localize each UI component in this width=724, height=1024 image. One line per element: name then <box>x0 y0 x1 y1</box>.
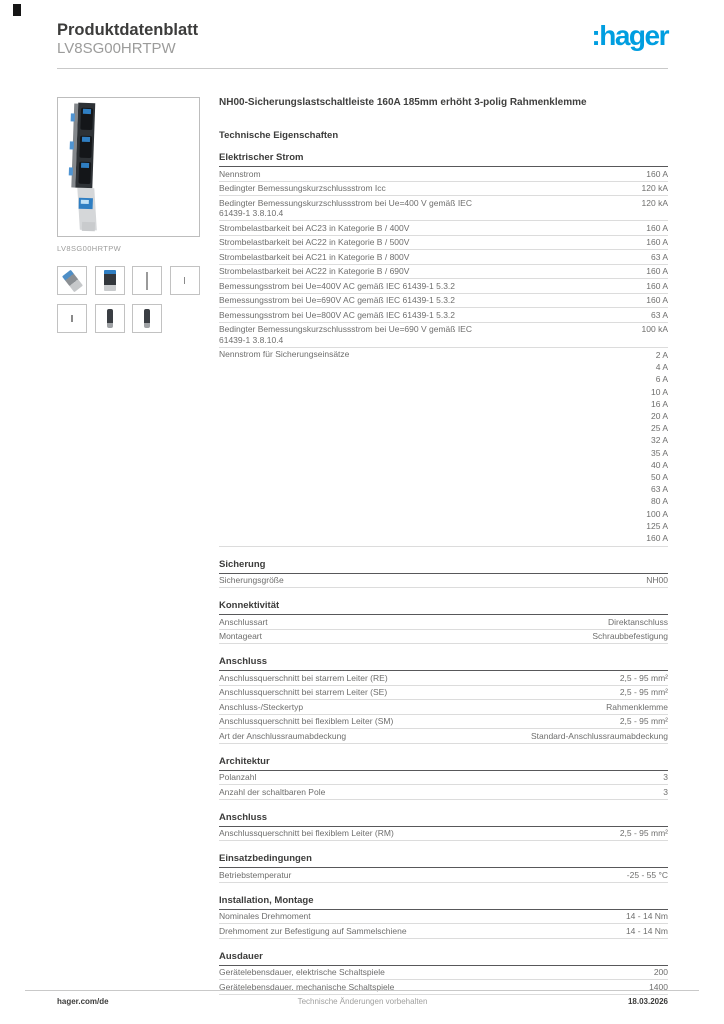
spec-value: 2,5 - 95 mm² <box>619 716 668 727</box>
spec-row <box>219 868 668 883</box>
spec-label: Strombelastbarkeit bei AC22 in Kategorie B / 500V <box>219 237 410 247</box>
hager-logo: :hager <box>591 20 668 51</box>
spec-row <box>219 785 668 800</box>
spec-section <box>219 951 668 995</box>
spec-row <box>219 348 668 547</box>
section-title: Elektrischer Strom <box>219 152 668 167</box>
thumbnail-photo-dark <box>95 304 125 333</box>
section-title: Ausdauer <box>219 951 668 966</box>
spec-row <box>219 294 668 309</box>
photo-dark-icon <box>144 309 150 328</box>
spec-label: Bedingter Bemessungskurzschlussstrom bei Ue=690 V gemäß IEC 61439-1 3.8.10.4 <box>219 324 472 345</box>
thumbnail-photo-angled <box>57 266 87 295</box>
spec-section <box>219 895 668 939</box>
footer-website: hager.com/de <box>57 997 109 1006</box>
spec-section <box>219 656 668 744</box>
spec-section <box>219 152 668 547</box>
spec-value: 3 <box>663 786 668 797</box>
spec-label: Bedingter Bemessungskurzschlussstrom bei Ue=400 V gemäß IEC 61439-1 3.8.10.4 <box>219 197 472 218</box>
spec-label: Anschlussquerschnitt bei starrem Leiter (SE) <box>219 687 388 698</box>
footer-divider <box>25 990 699 991</box>
spec-label: Bemessungsstrom bei Ue=800V AC gemäß IEC 61439-1 5.3.2 <box>219 309 456 320</box>
spec-value-line: 10 A <box>650 386 668 397</box>
section-title: Installation, Montage <box>219 895 668 910</box>
spec-value-line: 100 A <box>646 508 668 519</box>
spec-label: Strombelastbarkeit bei AC22 in Kategorie B / 690V <box>219 266 410 276</box>
spec-row <box>219 630 668 645</box>
section-title: Anschluss <box>219 656 668 671</box>
spec-value: 100 kA <box>641 324 668 334</box>
spec-row <box>219 574 668 589</box>
photo-angled-icon <box>62 269 83 292</box>
spec-section <box>219 559 668 589</box>
spec-value-line: 25 A <box>650 423 668 434</box>
spec-row <box>219 221 668 236</box>
spec-value: 160 A <box>646 237 668 247</box>
spec-value-line: 35 A <box>650 447 668 458</box>
spec-row <box>219 236 668 251</box>
spec-row <box>219 924 668 939</box>
spec-value: 120 kA <box>641 183 668 193</box>
spec-value: 160 A <box>646 222 668 233</box>
spec-value: 2,5 - 95 mm² <box>619 672 668 683</box>
spec-label: Polanzahl <box>219 772 257 783</box>
page-header <box>57 21 668 58</box>
spec-value: 3 <box>663 772 668 783</box>
spec-label: Anschlussquerschnitt bei flexiblem Leiter (SM) <box>219 716 394 727</box>
spec-value: Schraubbefestigung <box>592 631 668 642</box>
spec-label: Anschluss-/Steckertyp <box>219 701 304 712</box>
thumbnail-gallery <box>57 266 200 333</box>
spec-section <box>219 812 668 842</box>
spec-label: Montageart <box>219 631 262 642</box>
spec-row <box>219 323 668 348</box>
spec-label: Anschlussart <box>219 616 268 627</box>
photo-front-icon <box>104 270 116 291</box>
thumbnail-photo-dark <box>132 304 162 333</box>
footer-date: 18.03.2026 <box>627 997 668 1006</box>
section-title: Einsatzbedingungen <box>219 853 668 868</box>
spec-value-line: 40 A <box>650 459 668 470</box>
spec-value-line: 50 A <box>650 472 668 483</box>
spec-value: 120 kA <box>641 197 668 208</box>
spec-row <box>219 686 668 701</box>
spec-value: 1400 <box>649 981 668 992</box>
spec-sections <box>219 152 668 995</box>
thumbnail-mark-small <box>170 266 200 295</box>
mark-small-icon <box>184 277 186 284</box>
spec-label: Anschlussquerschnitt bei starrem Leiter (RE) <box>219 672 388 683</box>
spec-value: NH00 <box>646 575 668 586</box>
spec-row <box>219 715 668 730</box>
section-title: Konnektivität <box>219 600 668 615</box>
thumbnail-mark-small <box>57 304 87 333</box>
spec-row <box>219 182 668 197</box>
spec-label: Art der Anschlussraumabdeckung <box>219 730 347 741</box>
spec-column <box>219 97 668 995</box>
spec-row <box>219 279 668 294</box>
spec-value: 63 A <box>650 309 668 320</box>
spec-value-line: 20 A <box>650 411 668 422</box>
header-divider <box>57 68 668 69</box>
spec-value: -25 - 55 °C <box>626 869 668 880</box>
spec-value: 200 <box>653 967 668 978</box>
section-title: Sicherung <box>219 559 668 574</box>
spec-section <box>219 600 668 644</box>
image-panel <box>57 97 200 333</box>
spec-label: Nominales Drehmoment <box>219 911 311 922</box>
product-description: NH00-Sicherungslastschaltleiste 160A 185mm erhöht 3-polig Rahmenklemme <box>219 97 587 108</box>
spec-value <box>646 349 668 544</box>
spec-row <box>219 250 668 265</box>
spec-row <box>219 980 668 995</box>
spec-value-line: 4 A <box>655 362 668 373</box>
spec-value: Direktanschluss <box>608 616 668 627</box>
spec-row <box>219 910 668 925</box>
line-icon <box>146 272 148 290</box>
mark-small-icon <box>71 315 73 322</box>
product-image <box>57 97 200 237</box>
corner-mark <box>13 4 21 16</box>
spec-value: Rahmenklemme <box>606 701 668 712</box>
spec-label: Nennstrom <box>219 168 261 179</box>
photo-dark-icon <box>107 309 113 328</box>
section-title: Architektur <box>219 756 668 771</box>
spec-value: 160 A <box>646 280 668 291</box>
product-photo-illustration <box>58 98 199 236</box>
product-image-caption: LV8SG00HRTPW <box>57 244 122 253</box>
spec-label: Strombelastbarkeit bei AC21 in Kategorie B / 800V <box>219 251 410 262</box>
spec-value: 2,5 - 95 mm² <box>619 687 668 698</box>
spec-value-line: 80 A <box>650 496 668 507</box>
page-title: Produktdatenblatt <box>57 21 199 39</box>
spec-label: Gerätelebensdauer, elektrische Schaltspiele <box>219 967 385 978</box>
spec-value-line: 16 A <box>650 398 668 409</box>
spec-value: 14 - 14 Nm <box>625 911 668 922</box>
spec-value: 14 - 14 Nm <box>625 925 668 936</box>
spec-label: Bemessungsstrom bei Ue=690V AC gemäß IEC 61439-1 5.3.2 <box>219 295 456 305</box>
spec-value-line: 125 A <box>646 520 668 531</box>
spec-value: 63 A <box>650 251 668 262</box>
spec-value-line: 2 A <box>655 350 668 360</box>
spec-label: Betriebstemperatur <box>219 869 292 880</box>
spec-value: Standard-Anschlussraumabdeckung <box>530 730 668 741</box>
spec-value-line: 160 A <box>646 533 668 544</box>
spec-label: Anzahl der schaltbaren Pole <box>219 786 326 797</box>
spec-section <box>219 756 668 800</box>
spec-label: Anschlussquerschnitt bei flexiblem Leiter (RM) <box>219 828 394 839</box>
spec-label: Nennstrom für Sicherungseinsätze <box>219 349 350 359</box>
footer-notice: Technische Änderungen vorbehalten <box>297 997 428 1006</box>
spec-label: Strombelastbarkeit bei AC23 in Kategorie B / 400V <box>219 222 410 233</box>
section-title: Anschluss <box>219 812 668 827</box>
spec-row <box>219 729 668 744</box>
spec-label: Gerätelebensdauer, mechanische Schaltspiele <box>219 981 395 992</box>
spec-row <box>219 265 668 280</box>
spec-row <box>219 700 668 715</box>
spec-value: 160 A <box>646 295 668 305</box>
spec-label: Sicherungsgröße <box>219 575 284 586</box>
spec-row <box>219 671 668 686</box>
spec-value-line: 6 A <box>655 374 668 385</box>
spec-value: 160 A <box>646 266 668 276</box>
spec-value-line: 32 A <box>650 435 668 446</box>
technical-properties-title: Technische Eigenschaften <box>219 130 339 141</box>
spec-row <box>219 615 668 630</box>
product-reference: LV8SG00HRTPW <box>57 40 176 57</box>
spec-value: 2,5 - 95 mm² <box>619 828 668 839</box>
spec-row <box>219 966 668 981</box>
spec-label: Drehmoment zur Befestigung auf Sammelschiene <box>219 925 407 936</box>
spec-row <box>219 167 668 182</box>
spec-row <box>219 308 668 323</box>
spec-value-line: 63 A <box>650 484 668 495</box>
spec-value: 160 A <box>646 168 668 179</box>
spec-section <box>219 853 668 883</box>
spec-row <box>219 827 668 842</box>
thumbnail-photo-front <box>95 266 125 295</box>
spec-label: Bedingter Bemessungskurzschlussstrom Icc <box>219 183 386 193</box>
spec-row <box>219 771 668 786</box>
thumbnail-line <box>132 266 162 295</box>
spec-label: Bemessungsstrom bei Ue=400V AC gemäß IEC 61439-1 5.3.2 <box>219 280 456 291</box>
spec-row <box>219 196 668 221</box>
